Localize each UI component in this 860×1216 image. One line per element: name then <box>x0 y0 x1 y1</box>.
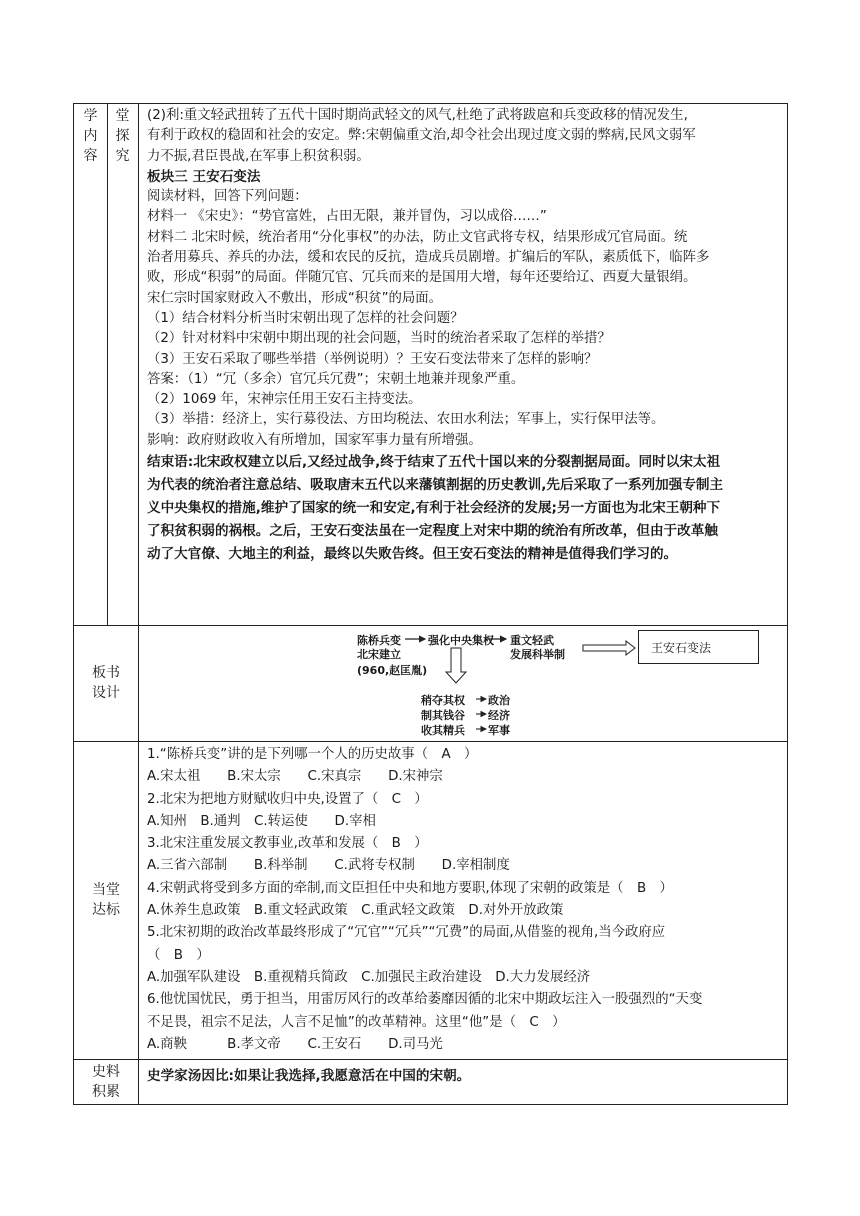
row-inquiry <box>74 104 787 626</box>
node-civil: 重文轻武 <box>510 634 554 647</box>
conclusion-line: 为代表的统治者注意总结、吸取唐末五代以来藩镇割据的历史教训,先后采取了一系列加强专制主 <box>147 477 724 494</box>
read-prompt: 阅读材料，回答下列问题： <box>147 189 308 205</box>
quiz-line: 6.他忧国忧民，勇于担当，用雷厉风行的改革给萎靡因循的北宋中期政坛注入一股强烈的“天变 <box>147 992 703 1008</box>
answer: 答案：（1）“冗（多余）官冗兵冗费”；宋朝土地兼并现象严重。 <box>147 371 525 387</box>
material-two-line: 材料二 北宋时候，统治者用“分化事权”的办法，防止文官武将专权，结果形成冗官局面。统 <box>147 229 688 245</box>
quiz-line: 2.北宋为把地方财赋收归中央,设置了（ C ） <box>147 791 428 807</box>
quiz-line: A.三省六部制 B.科举制 C.武将专权制 D.宰相制度 <box>147 858 510 874</box>
node-keju: 发展科举制 <box>510 648 565 661</box>
sources-text: 史学家汤因比:如果让我选择,我愿意活在中国的宋朝。 <box>147 1068 471 1084</box>
quiz-line: A.休养生息政策 B.重文轻武政策 C.重武轻文政策 D.对外开放政策 <box>147 903 564 919</box>
node-founding: 北宋建立 <box>357 648 401 661</box>
sources-content <box>147 1066 779 1086</box>
label-col2: 堂 探 究 <box>115 108 130 164</box>
node-centralize: 强化中央集权 <box>428 634 494 647</box>
quiz-line: 3.北宋注重发展文教事业,改革和发展（ B ） <box>147 836 428 852</box>
question: （2）针对材料中宋朝中期出现的社会问题，当时的统治者采取了怎样的举措？ <box>147 331 611 347</box>
answer: （2）1069 年，宋神宗任用王安石主持变法。 <box>147 392 422 408</box>
question: （1）结合材料分析当时宋朝出现了怎样的社会问题？ <box>147 310 464 326</box>
quiz-line: A.商鞅 B.孝文帝 C.王安石 D.司马光 <box>147 1036 443 1052</box>
row-practice <box>74 742 787 1060</box>
node-chenqiao: 陈桥兵变 <box>357 634 401 647</box>
sub-economy: 制其钱谷 <box>421 709 465 722</box>
material-two-line: 治者用募兵、养兵的办法，缓和农民的反抗，造成兵员剧增。扩编后的军队，素质低下，临阵多 <box>147 250 710 266</box>
hollow-arrow-down <box>446 648 466 683</box>
quiz-line: A.宋太祖 B.宋太宗 C.宋真宗 D.宋神宗 <box>147 769 443 785</box>
sub-military-r: 军事 <box>488 724 510 737</box>
text-line: 力不振,君臣畏战,在军事上积贫积弱。 <box>147 148 370 164</box>
board-diagram <box>138 626 786 742</box>
sub-politics: 稍夺其权 <box>421 694 465 707</box>
sources-label: 史料 积累 <box>92 1064 120 1100</box>
practice-label: 当堂 达标 <box>92 882 120 918</box>
block-title: 板块三 王安石变法 <box>147 168 261 185</box>
conclusion-line: 义中央集权的措施,维护了国家的统一和安定,有利于社会经济的发展;另一方面也为北宋王朝种下 <box>147 500 721 517</box>
material-two-line: 败，形成“积弱”的局面。伴随冗官、冗兵而来的是国用大增，每年还要给辽、西夏大量银绢。 <box>147 270 697 286</box>
board-label: 板书 设计 <box>92 665 120 701</box>
conclusion-line: 结束语:北宋政权建立以后,又经过战争,终于结束了五代十国以来的分裂割据局面。同时以宋太祖 <box>147 454 721 471</box>
node-founding-sub: (960,赵匡胤) <box>357 664 428 677</box>
material-one: 材料一 《宋史》：“势官富姓，占田无限，兼并冒伪，习以成俗……” <box>147 209 547 225</box>
label-col1: 学 内 容 <box>83 108 98 164</box>
conclusion-line: 了积贫积弱的祸根。之后，王安石变法虽在一定程度上对宋中期的统治有所改革，但由于改革触 <box>147 523 718 540</box>
conclusion-line: 动了大官僚、大地主的利益，最终以失败告终。但王安石变法的精神是值得我们学习的。 <box>147 546 678 563</box>
inquiry-content <box>147 106 779 566</box>
material-two-line: 宋仁宗时国家财政入不敷出，形成“积贫”的局面。 <box>147 290 443 306</box>
quiz-line: 不足畏，祖宗不足法，人言不足恤”的改革精神。这里“他”是（ C ） <box>147 1014 566 1030</box>
quiz-line: 5.北宋初期的政治改革最终形成了“冗官”“冗兵”“冗费”的局面,从借鉴的视角,当今政府应 <box>147 925 666 941</box>
quiz-line: 4.宋朝武将受到多方面的牵制,而文臣担任中央和地方要职,体现了宋朝的政策是（ B ） <box>147 880 673 896</box>
sub-economy-r: 经济 <box>488 709 510 722</box>
hollow-arrow-right <box>583 641 635 655</box>
row-sources <box>74 1060 787 1104</box>
sub-military: 收其精兵 <box>421 724 465 737</box>
text-line: 有利于政权的稳固和社会的安定。弊:宋朝偏重文治,却令社会出现过度文弱的弊病,民风文弱军 <box>147 128 696 144</box>
quiz-line: A.知州 B.通判 C.转运使 D.宰相 <box>147 813 376 829</box>
answer: 影响：政府财政收入有所增加，国家军事力量有所增强。 <box>147 432 482 448</box>
answer: （3）举措：经济上，实行募役法、方田均税法、农田水利法；军事上，实行保甲法等。 <box>147 412 665 428</box>
quiz-line: （ B ） <box>147 947 210 963</box>
quiz-line: 1.“陈桥兵变”讲的是下列哪一个人的历史故事（ A ） <box>147 747 478 762</box>
practice-content <box>147 744 779 1056</box>
wang-anshi-box: 王安石变法 <box>638 630 759 664</box>
sub-politics-r: 政治 <box>488 694 510 707</box>
row-board-design <box>74 626 787 742</box>
text-line: (2)利:重文轻武扭转了五代十国时期尚武轻文的风气,杜绝了武将跋扈和兵变政移的情况发生, <box>147 108 688 123</box>
lesson-table <box>73 103 788 1105</box>
quiz-line: A.加强军队建设 B.重视精兵简政 C.加强民主政治建设 D.大力发展经济 <box>147 969 591 985</box>
question: （3）王安石采取了哪些举措（举例说明）？王安石变法带来了怎样的影响？ <box>147 351 598 367</box>
